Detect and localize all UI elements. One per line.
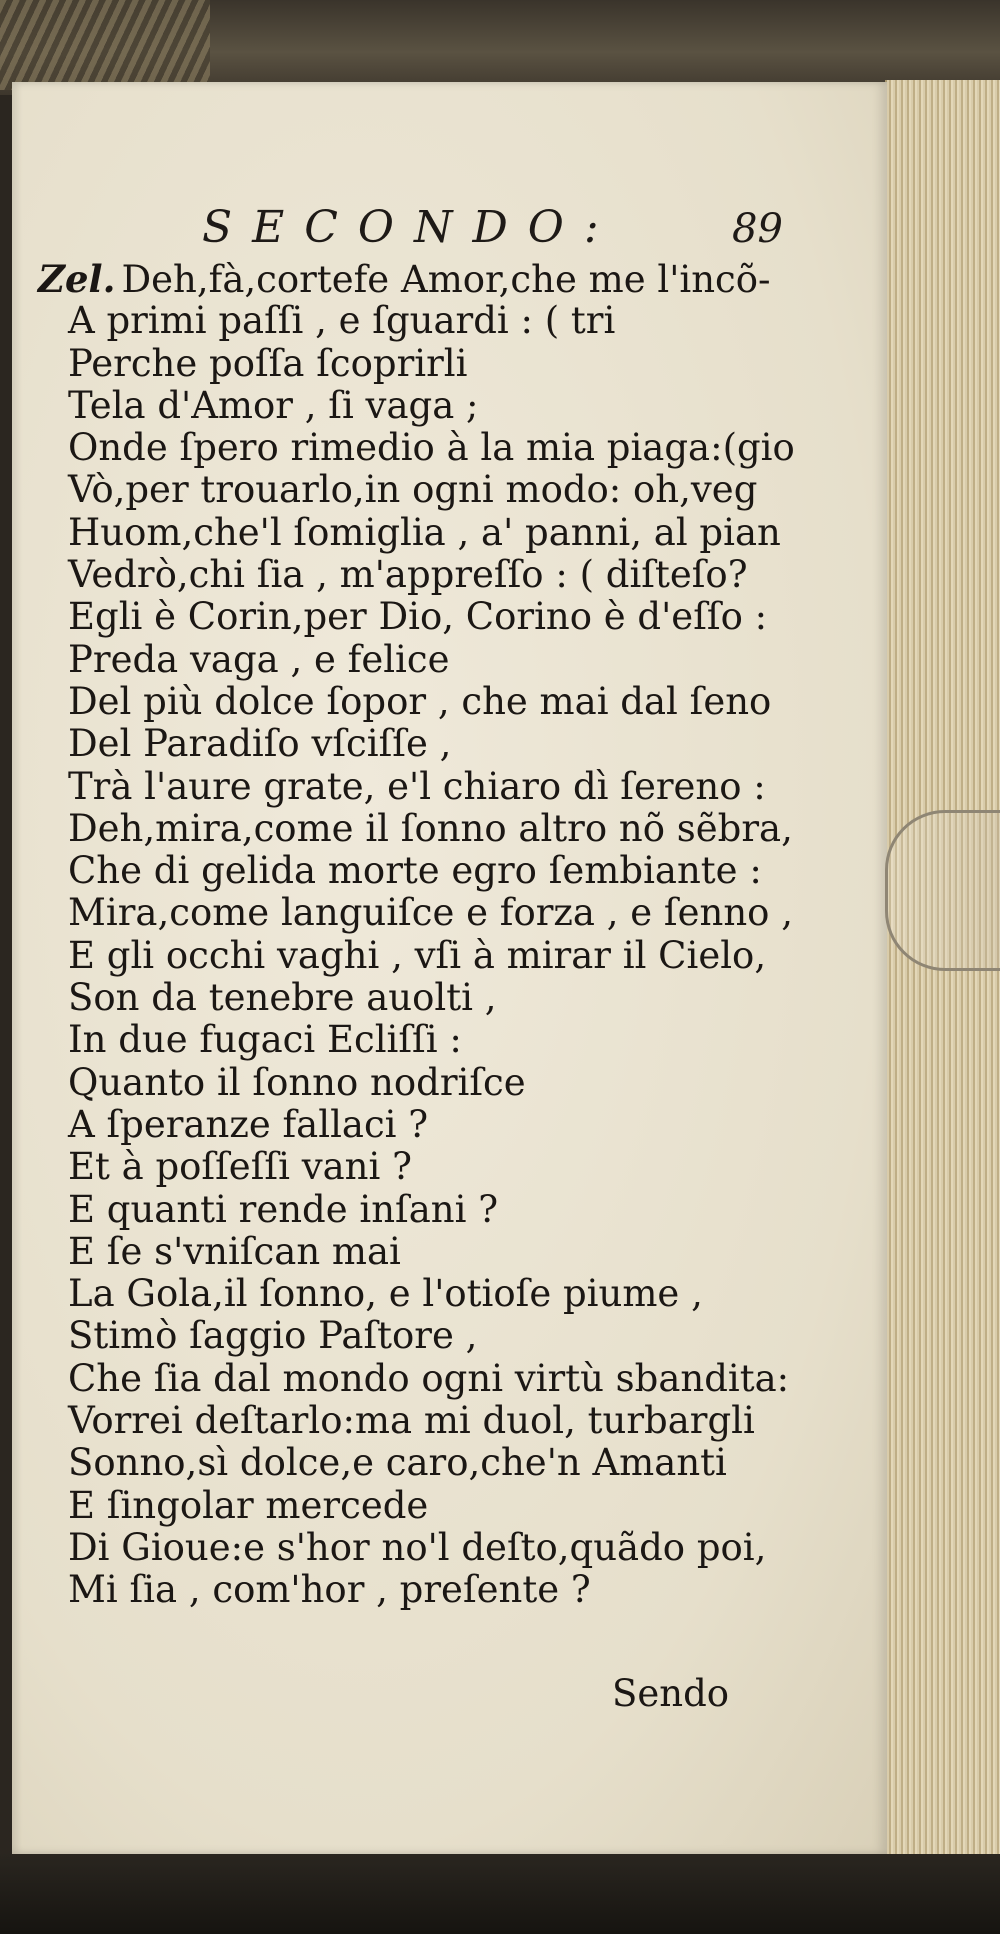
verse-line-text: E ſingolar mercede (68, 1483, 429, 1527)
verse-line (38, 850, 868, 892)
verse-line (38, 596, 868, 638)
verse-line (38, 1146, 868, 1188)
verse-line-text: Sonno,sì dolce,e caro,che'n Amanti (68, 1441, 727, 1485)
verse-line (38, 1400, 868, 1442)
verse-line-text: Che ſia dal mondo ogni virtù sbandita: (68, 1356, 790, 1400)
verse-line-text: E ſe s'vniſcan mai (68, 1229, 401, 1273)
verse-line-text: Vorrei deſtarlo:ma mi duol, turbargli (68, 1399, 755, 1443)
verse-line-text: Mi ſia , com'hor , preſente ? (68, 1568, 591, 1612)
verse-line (38, 1485, 868, 1527)
verse-line-text: E gli occhi vaghi , vſi à mirar il Cielo, (68, 933, 767, 977)
verse-line (38, 935, 868, 977)
verse-line-text: Onde ſpero rimedio à la mia piaga:(gio (68, 426, 795, 470)
verse-line-text: Stimò ſaggio Paſtore , (68, 1314, 478, 1358)
verse-line (38, 808, 868, 850)
verse-line-text: A primi paſſi , e ſguardi : ( tri (68, 299, 616, 343)
verse-line (38, 385, 868, 427)
verse-line-text: A ſperanze fallaci ? (68, 1102, 429, 1146)
verse-text (38, 258, 868, 1612)
verse-line (38, 766, 868, 808)
verse-line-text: Del più dolce ſopor , che mai dal ſeno (68, 679, 772, 723)
verse-line (38, 1019, 868, 1061)
binding-corner (0, 0, 210, 90)
verse-line (38, 427, 868, 469)
verse-line (38, 1315, 868, 1357)
verse-line (38, 1569, 868, 1611)
page-edges (885, 80, 1000, 1880)
book-bottom-edge (0, 1854, 1000, 1934)
verse-line (38, 1062, 868, 1104)
verse-line (38, 554, 868, 596)
running-title: SECONDO: (202, 202, 619, 253)
verse-line (38, 892, 868, 934)
verse-line-text: Trà l'aure grate, e'l chiaro dì ſereno : (68, 764, 766, 808)
verse-line (38, 512, 868, 554)
verse-line-text: Mira,come languiſce e forza , e ſenno , (68, 891, 793, 935)
verse-line (38, 343, 868, 385)
verse-line-text: Vò,per trouarlo,in ogni modo: oh,veg (68, 468, 758, 512)
verse-line (38, 977, 868, 1019)
verse-line-text: Tela d'Amor , ſi vaga ; (68, 383, 479, 427)
verse-line (38, 1273, 868, 1315)
verse-line (38, 681, 868, 723)
verse-line-text: E quanti rende inſani ? (68, 1187, 499, 1231)
page-clip (885, 810, 1000, 971)
verse-line (38, 1442, 868, 1484)
verse-line-text: Perche poſſa ſcoprirli (68, 341, 468, 385)
verse-line-text: Di Gioue:e s'hor no'l deſto,quãdo poi, (68, 1525, 767, 1569)
verse-line-text: Deh,fà,cortefe Amor,che me l'incõ- (121, 258, 771, 301)
book-page (12, 82, 887, 1854)
verse-line-text: Vedrò,chi ſia , m'appreſſo : ( diſteſo? (68, 553, 748, 597)
verse-line-text: In due fugaci Ecliſſi : (68, 1018, 462, 1062)
verse-line-text: Che di gelida morte egro ſembiante : (68, 849, 762, 893)
verse-line-text: Egli è Corin,per Dio, Corino è d'eſſo : (68, 595, 768, 639)
verse-line (38, 300, 868, 342)
verse-line (38, 1104, 868, 1146)
verse-line (38, 639, 868, 681)
verse-line (38, 723, 868, 765)
verse-line (38, 1358, 868, 1400)
page-number: 89 (732, 206, 783, 252)
verse-line-text: La Gola,il ſonno, e l'otioſe piume , (68, 1272, 703, 1316)
speaker-label: Zel. (38, 257, 116, 301)
catchword: Sendo (612, 1672, 730, 1715)
verse-line (38, 1527, 868, 1569)
verse-line-text: Deh,mira,come il ſonno altro nõ sẽbra, (68, 806, 793, 850)
verse-line-text: Et à poſſeſſi vani ? (68, 1145, 412, 1189)
verse-line-text: Del Paradiſo vſciſſe , (68, 722, 452, 766)
running-header (12, 202, 887, 262)
verse-line (38, 469, 868, 511)
verse-line-text: Quanto il ſonno nodriſce (68, 1060, 526, 1104)
verse-line-text: Huom,che'l ſomiglia , a' panni, al pian (68, 510, 781, 554)
verse-line-text: Son da tenebre auolti , (68, 976, 497, 1020)
verse-line (38, 1231, 868, 1273)
verse-line-text: Preda vaga , e felice (68, 637, 450, 681)
verse-line (38, 258, 868, 300)
verse-line (38, 1189, 868, 1231)
